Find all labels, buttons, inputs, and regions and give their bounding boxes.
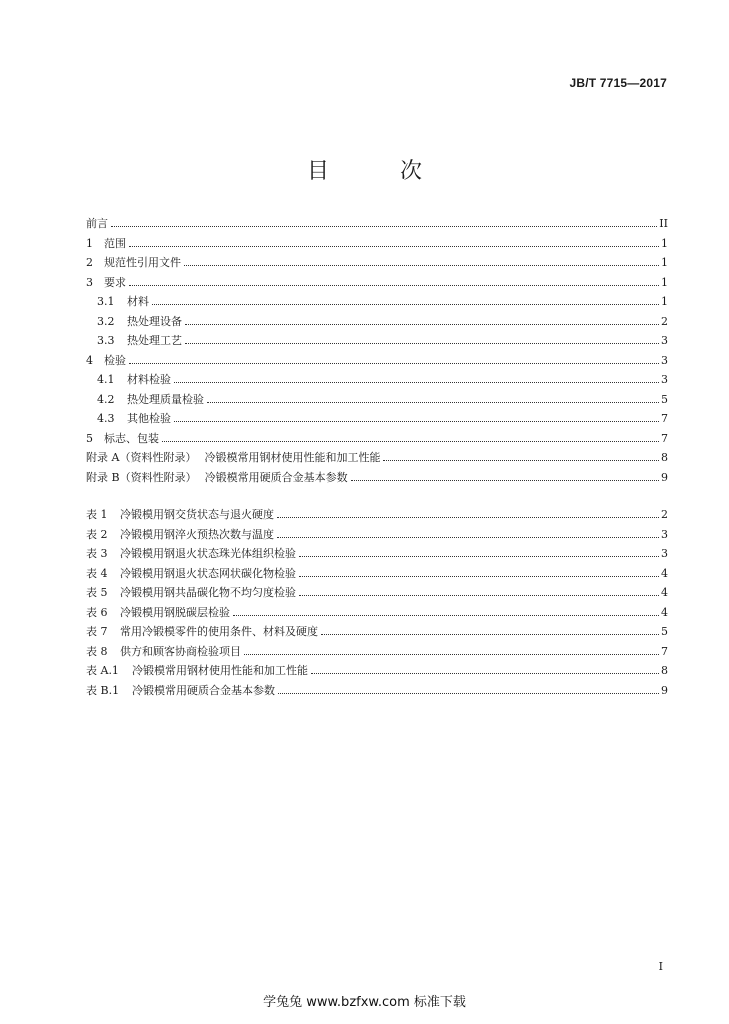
toc-entry-number: 3.1	[97, 295, 115, 308]
toc-entry-page: 8	[661, 451, 668, 464]
toc-entry-label: 范围	[104, 236, 126, 250]
toc-entry-number: 附录 B（资料性附录）	[86, 470, 197, 484]
toc-entry-page: 3	[661, 547, 668, 560]
toc-entry[interactable]	[86, 468, 668, 488]
toc-entry-label: 冷锻模用钢交货状态与退火硬度	[120, 508, 274, 521]
toc-entry-page: II	[659, 217, 668, 230]
dot-leader	[244, 646, 659, 655]
toc-entry-number: 表 1	[86, 508, 108, 521]
dot-leader	[311, 665, 659, 674]
toc-entry[interactable]	[86, 312, 668, 332]
toc-entry-page: 1	[661, 275, 668, 289]
dot-leader	[278, 685, 659, 694]
watermark-text: 学兔兔 www.bzfxw.com 标准下载	[263, 995, 466, 1010]
dot-leader	[129, 355, 659, 364]
page-title: 目 次	[307, 159, 454, 184]
dot-leader	[321, 626, 659, 635]
toc-entry-page: 7	[661, 431, 668, 445]
toc-entry[interactable]	[86, 525, 668, 545]
dot-leader	[152, 296, 659, 305]
dot-leader	[277, 529, 659, 538]
toc-entry-page: 1	[661, 256, 668, 269]
toc-entry-page: 5	[661, 625, 668, 638]
toc-entry-number: 表 A.1	[86, 664, 119, 677]
dot-leader	[185, 316, 659, 325]
toc-entry-page: 3	[661, 334, 668, 347]
toc-entry-label: 标志、包装	[104, 431, 159, 445]
toc-entry[interactable]	[86, 351, 668, 371]
toc-entry[interactable]	[86, 681, 668, 701]
toc-entry-number: 表 6	[86, 605, 108, 619]
toc-entry-number: 2	[86, 256, 93, 269]
toc-entry-label: 热处理工艺	[127, 334, 182, 347]
toc-entry[interactable]	[86, 273, 668, 293]
toc-entry-page: 4	[661, 586, 668, 599]
toc-entry[interactable]	[86, 622, 668, 642]
toc-entry-page: 9	[661, 683, 668, 697]
toc-entry-label: 检验	[104, 353, 126, 367]
toc-entry[interactable]	[86, 370, 668, 390]
toc-entry-page: 7	[661, 412, 668, 425]
toc-entry[interactable]	[86, 544, 668, 564]
toc-entry-number: 表 B.1	[86, 683, 120, 697]
dot-leader	[162, 433, 659, 442]
toc-main-list	[86, 214, 668, 487]
dot-leader	[174, 413, 659, 422]
toc-entry-page: 1	[661, 295, 668, 308]
dot-leader	[129, 238, 659, 247]
toc-entry[interactable]	[86, 661, 668, 681]
dot-leader	[277, 509, 659, 518]
page-number: I	[658, 960, 663, 973]
toc-entry-number: 4	[86, 353, 93, 367]
toc-entry[interactable]	[86, 505, 668, 525]
toc-entry-number: 表 4	[86, 566, 108, 580]
toc-entry-label: 冷锻模常用硬质合金基本参数	[204, 470, 348, 484]
toc-entry-page: 9	[661, 470, 668, 484]
dot-leader	[351, 472, 659, 481]
toc-entry-label: 冷锻模用钢退火状态珠光体组织检验	[120, 547, 296, 560]
toc-entry[interactable]	[86, 409, 668, 429]
toc-entry-label: 常用冷锻模零件的使用条件、材料及硬度	[120, 625, 318, 638]
toc-entry-number: 表 7	[86, 625, 108, 638]
toc-entry-label: 热处理设备	[127, 314, 182, 328]
toc-entry[interactable]	[86, 429, 668, 449]
toc-entry-page: 1	[661, 236, 668, 250]
toc-entry-label: 冷锻模常用钢材使用性能和加工性能	[204, 451, 381, 464]
toc-entry-number: 表 8	[86, 644, 108, 658]
toc-entry-number: 4.3	[97, 412, 115, 425]
toc-entry[interactable]	[86, 331, 668, 351]
dot-leader	[184, 257, 659, 266]
toc-entry-number: 表 3	[86, 547, 108, 560]
toc-entry-number: 附录 A（资料性附录）	[86, 451, 197, 464]
toc-entry[interactable]	[86, 214, 668, 234]
toc-entry-label: 冷锻模用钢脱碳层检验	[120, 605, 230, 619]
toc-entry-label: 热处理质量检验	[127, 392, 204, 406]
toc-entry-number: 3.2	[97, 314, 115, 328]
toc-entry-label: 冷锻模用钢淬火预热次数与温度	[120, 527, 274, 541]
toc-entry-page: 4	[661, 566, 668, 580]
dot-leader	[299, 587, 659, 596]
toc-entry-label: 规范性引用文件	[104, 256, 181, 269]
toc-entry-label: 冷锻模用钢退火状态网状碳化物检验	[120, 566, 296, 580]
toc-entry-page: 2	[661, 508, 668, 521]
toc-entry[interactable]	[86, 564, 668, 584]
toc-entry-number: 3	[86, 275, 93, 289]
toc-entry-page: 3	[661, 353, 668, 367]
toc-entry-page: 4	[661, 605, 668, 619]
dot-leader	[185, 335, 659, 344]
standard-code: JB/T 7715—2017	[569, 76, 667, 90]
toc-entry-number: 表 2	[86, 527, 108, 541]
dot-leader	[174, 374, 659, 383]
toc-entry-label: 材料检验	[127, 373, 171, 386]
dot-leader	[299, 548, 659, 557]
toc-entry-label: 其他检验	[127, 412, 171, 425]
toc-entry-number: 3.3	[97, 334, 115, 347]
toc-entry-page: 8	[661, 664, 668, 677]
toc-entry[interactable]	[86, 448, 668, 468]
dot-leader	[299, 568, 659, 577]
toc-tables-list	[86, 505, 668, 700]
dot-leader	[233, 607, 659, 616]
toc-entry[interactable]	[86, 390, 668, 410]
toc-entry-page: 3	[661, 373, 668, 386]
dot-leader	[129, 277, 659, 286]
toc-entry-page: 7	[661, 644, 668, 658]
toc-entry-page: 5	[661, 392, 668, 406]
toc-entry-page: 2	[661, 314, 668, 328]
toc-entry[interactable]	[86, 234, 668, 254]
toc-entry-label: 冷锻模常用硬质合金基本参数	[132, 683, 275, 697]
toc-entry-label: 冷锻模常用钢材使用性能和加工性能	[132, 664, 308, 677]
toc-entry-label: 冷锻模用钢共晶碳化物不均匀度检验	[120, 586, 296, 599]
dot-leader	[111, 218, 657, 227]
toc-entry-label: 前言	[86, 217, 108, 230]
toc-entry-label: 材料	[127, 295, 149, 308]
toc-entry-page: 3	[661, 527, 668, 541]
toc-entry-label: 要求	[104, 275, 126, 289]
toc-entry-number: 表 5	[86, 586, 108, 599]
toc-entry-number: 5	[86, 431, 93, 445]
toc-entry[interactable]	[86, 583, 668, 603]
dot-leader	[207, 394, 659, 403]
toc-entry[interactable]	[86, 292, 668, 312]
toc-entry[interactable]	[86, 603, 668, 623]
toc-entry[interactable]	[86, 253, 668, 273]
toc-entry-number: 4.1	[97, 373, 115, 386]
toc-entry[interactable]	[86, 642, 668, 662]
toc-entry-number: 4.2	[97, 392, 115, 406]
dot-leader	[383, 452, 659, 461]
toc-entry-label: 供方和顾客协商检验项目	[120, 644, 241, 658]
toc-entry-number: 1	[86, 236, 93, 250]
